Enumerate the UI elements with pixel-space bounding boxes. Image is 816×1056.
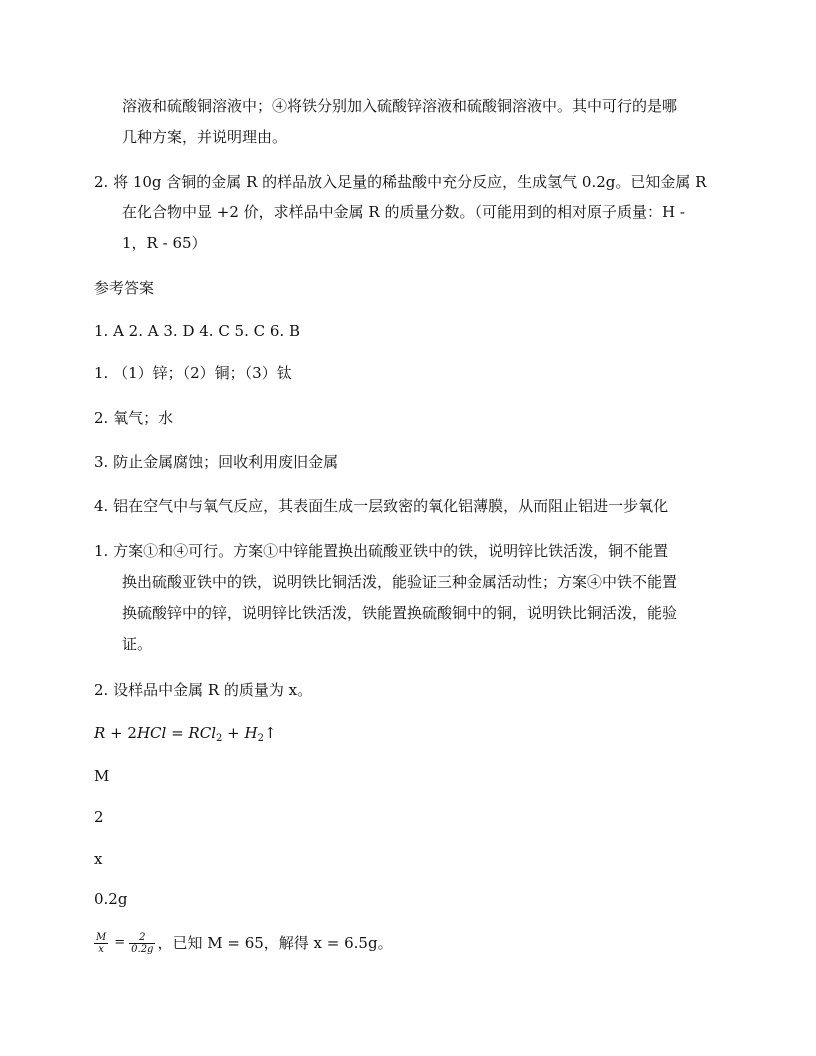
eq-r: R (94, 724, 106, 742)
question-4-line-3: 1，R - 65） (122, 234, 207, 252)
answers-fill-2: 2. 氧气；水 (94, 409, 174, 427)
fraction-2-over-0-2g (129, 932, 155, 955)
fraction-m-over-x (94, 932, 108, 955)
eq-h: H (244, 724, 258, 742)
answers-multiple-choice: 1. A 2. A 3. D 4. C 5. C 6. B (94, 322, 300, 340)
answers-fill-3: 3. 防止金属腐蚀；回收利用废旧金属 (94, 453, 339, 471)
calc-mass-x: x (94, 850, 103, 868)
eq-plus: + (222, 724, 245, 742)
question-4-line-2: 在化合物中显 +2 价，求样品中金属 R 的质量分数。（可能用到的相对原子质量：H - (122, 203, 685, 221)
eq-rcl: RCl (188, 724, 216, 742)
answers-fill-4: 4. 铝在空气中与氧气反应，其表面生成一层致密的氧化铝薄膜，从而阻止铝进一步氧化 (94, 497, 669, 515)
calc-intro: 2. 设样品中金属 R 的质量为 x。 (94, 681, 313, 699)
eq-equals: = (166, 724, 189, 742)
fraction-denominator: 0.2g (131, 943, 154, 955)
eq-sub-2a: 2 (216, 733, 223, 744)
answer-explain-line-3: 换硫酸锌中的锌，说明锌比铁活泼，铁能置换硫酸铜中的铜，说明铁比铜活泼，能验 (122, 604, 678, 622)
eq-hcl: HCl (136, 724, 167, 742)
answers-heading: 参考答案 (94, 279, 155, 297)
calc-mass-h2: 0.2g (94, 890, 128, 908)
calc-molar-mass-h2: 2 (94, 808, 104, 826)
fraction-numerator: 2 (129, 932, 155, 944)
calc-molar-mass-m: M (94, 767, 110, 785)
question-3-text-end: 几种方案，并说明理由。 (122, 128, 288, 146)
question-4-line-1: 2. 将 10g 含铜的金属 R 的样品放入足量的稀盐酸中充分反应，生成氢气 0.2g。已知金属 R (94, 173, 707, 191)
question-3-text-continued: 溶液和硫酸铜溶液中；④将铁分别加入硫酸锌溶液和硫酸铜溶液中。其中可行的是哪 (122, 97, 678, 115)
calc-proportion-result (94, 931, 722, 955)
calc-result-text: ，已知 M = 65，解得 x = 6.5g。 (157, 934, 393, 952)
answers-fill-1: 1. （1）锌；（2）铜；（3）钛 (94, 364, 292, 382)
eq-sub-2b: 2 (257, 733, 264, 744)
fraction-numerator: M (96, 931, 107, 943)
answer-explain-line-2: 换出硫酸亚铁中的铁，说明铁比铜活泼，能验证三种金属活动性；方案④中铁不能置 (122, 573, 678, 591)
eq-gas-arrow: ↑ (263, 724, 277, 742)
answer-explain-line-4: 证。 (122, 635, 153, 653)
fraction-equals: = (114, 935, 126, 950)
fraction-denominator: x (98, 943, 104, 955)
answer-explain-line-1: 1. 方案①和④可行。方案①中锌能置换出硫酸亚铁中的铁，说明锌比铁活泼，铜不能置 (94, 542, 669, 560)
eq-plus-2: + 2 (105, 724, 137, 742)
chemical-equation (94, 722, 722, 750)
